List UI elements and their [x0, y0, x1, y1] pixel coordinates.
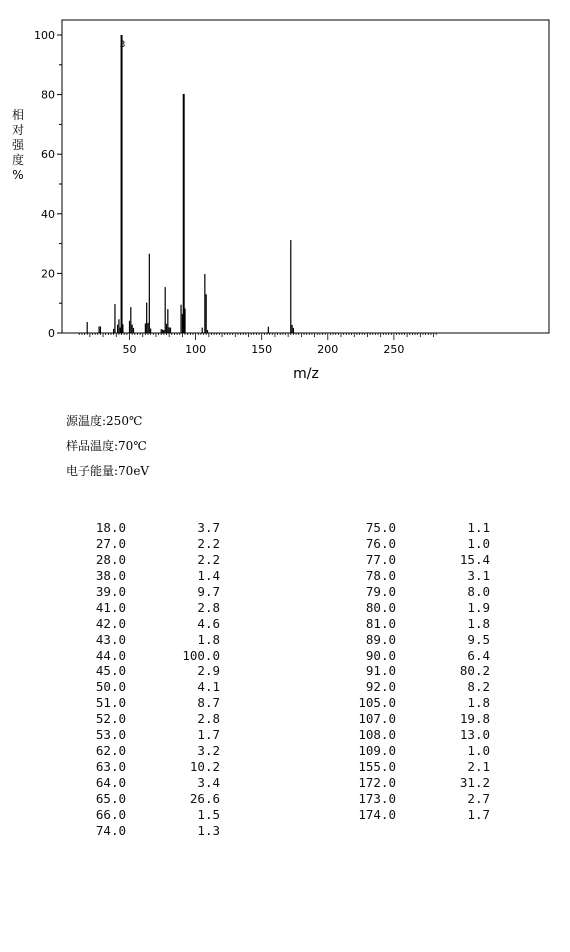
intensity-value: 31.2: [459, 775, 490, 790]
x-axis: [79, 333, 436, 356]
spectrum-bar: [184, 309, 185, 333]
intensity-value: 4.1: [197, 679, 220, 695]
table-row: [330, 568, 490, 584]
x-tick-label: 200: [317, 343, 339, 356]
table-row: [330, 632, 490, 648]
table-row: [330, 584, 490, 600]
spectrum-bar: [98, 326, 99, 333]
mz-value: 38.0: [95, 567, 126, 583]
table-row: [330, 791, 490, 807]
intensity-value: 9.5: [467, 631, 490, 647]
spectrum-bar: [147, 323, 148, 333]
spectrum-bar: [121, 35, 123, 333]
mz-value: 74.0: [95, 822, 126, 838]
table-row: [330, 775, 490, 791]
table-row: [60, 552, 220, 568]
mz-value: 172.0: [358, 775, 396, 790]
intensity-value: 1.8: [197, 631, 220, 647]
intensity-value: 9.7: [197, 583, 220, 599]
intensity-value: 2.1: [467, 759, 490, 775]
spectrum-bar: [130, 307, 131, 333]
table-row: [60, 584, 220, 600]
spectrum-bar: [114, 304, 115, 333]
mz-value: 45.0: [95, 663, 126, 679]
table-row: [330, 759, 490, 775]
mz-value: 44.0: [95, 647, 126, 663]
source-temperature: 源温度:250℃: [66, 414, 143, 428]
mz-value: 43.0: [95, 631, 126, 647]
mz-value: 75.0: [365, 520, 396, 535]
mz-value: 65.0: [95, 790, 126, 806]
x-tick-label: 250: [383, 343, 405, 356]
y-tick-label: 40: [41, 207, 55, 221]
y-tick-label: 60: [41, 148, 55, 162]
plot-frame: [62, 20, 549, 333]
intensity-value: 3.7: [197, 520, 220, 535]
spectrum-bar: [167, 309, 168, 333]
y-axis-label-char: 对: [11, 123, 24, 137]
mz-value: 81.0: [365, 615, 396, 631]
table-row: [60, 711, 220, 727]
intensity-value: 1.9: [467, 599, 490, 615]
table-row: [330, 663, 490, 679]
mz-value: 91.0: [365, 663, 396, 679]
intensity-value: 100.0: [182, 647, 220, 663]
intensity-value: 8.0: [467, 583, 490, 599]
y-tick-label: 100: [34, 29, 55, 42]
intensity-value: 2.8: [197, 599, 220, 615]
mz-value: 155.0: [358, 759, 396, 775]
table-row: [60, 695, 220, 711]
intensity-value: 4.6: [197, 615, 220, 631]
table-row: [330, 648, 490, 664]
intensity-value: 1.3: [197, 822, 220, 838]
table-row: [60, 616, 220, 632]
table-row: [330, 807, 490, 823]
mz-value: 41.0: [95, 599, 126, 615]
intensity-value: 3.1: [467, 567, 490, 583]
spectrum-bar: [183, 94, 185, 333]
electron-energy: 电子能量:70eV: [66, 464, 150, 478]
mz-value: 52.0: [95, 711, 126, 727]
table-row: [60, 520, 220, 536]
intensity-value: 1.8: [467, 615, 490, 631]
spectrum-bar: [290, 240, 291, 333]
mz-value: 109.0: [358, 743, 396, 759]
intensity-value: 2.8: [197, 711, 220, 727]
table-row: [60, 823, 220, 839]
mz-value: 42.0: [95, 615, 126, 631]
spectrum-bar: [145, 323, 146, 333]
y-axis-label-char: %: [12, 168, 24, 182]
spectrum-bar: [293, 328, 294, 333]
intensity-value: 1.7: [197, 727, 220, 743]
spectrum-bar: [170, 328, 171, 333]
spectrum-bar: [165, 287, 166, 333]
intensity-value: 8.7: [197, 695, 220, 711]
intensity-value: 19.8: [459, 711, 490, 727]
table-row: [330, 727, 490, 743]
mz-value: 79.0: [365, 583, 396, 599]
mz-value: 174.0: [358, 806, 396, 822]
mz-value: 108.0: [358, 727, 396, 743]
mz-value: 18.0: [95, 520, 126, 535]
mz-value: 66.0: [95, 806, 126, 822]
intensity-value: 1.1: [467, 520, 490, 535]
table-row: [330, 616, 490, 632]
table-row: [330, 743, 490, 759]
x-tick-label: 100: [185, 343, 207, 356]
y-axis-label-char: 强: [11, 138, 24, 152]
intensity-value: 1.7: [467, 806, 490, 822]
table-row: [60, 679, 220, 695]
mz-value: 63.0: [95, 759, 126, 775]
intensity-value: 1.0: [467, 535, 490, 551]
spectrum-bar: [133, 328, 134, 333]
y-axis: [34, 29, 62, 340]
y-axis-label-char: 相: [11, 108, 24, 122]
peak-annotation: 3: [119, 40, 126, 50]
intensity-value: 2.9: [197, 663, 220, 679]
table-row: [330, 695, 490, 711]
table-row: [60, 632, 220, 648]
table-row: [330, 600, 490, 616]
table-row: [60, 600, 220, 616]
table-row: [330, 679, 490, 695]
intensity-value: 1.5: [197, 806, 220, 822]
y-tick-label: 20: [41, 267, 55, 281]
intensity-value: 3.4: [197, 775, 220, 790]
mass-spectrum-chart: [0, 0, 570, 390]
spectrum-bar: [150, 329, 151, 333]
mz-value: 76.0: [365, 535, 396, 551]
spectrum-bar: [268, 327, 269, 333]
spectrum-bar: [149, 254, 150, 333]
table-row: [60, 807, 220, 823]
spectrum-bar: [204, 274, 205, 333]
y-tick-label: 0: [48, 327, 55, 340]
spectrum-bar: [87, 322, 88, 333]
mz-value: 53.0: [95, 727, 126, 743]
spectrum-bar: [113, 329, 114, 333]
mz-value: 89.0: [365, 631, 396, 647]
mz-value: 92.0: [365, 679, 396, 695]
spectrum-bar: [129, 321, 130, 333]
spectrum-bar: [207, 330, 208, 333]
table-row: [60, 536, 220, 552]
spectrum-bar: [162, 330, 163, 333]
table-row: [330, 536, 490, 552]
table-row: [330, 552, 490, 568]
spectrum-bar: [163, 330, 164, 333]
intensity-value: 1.8: [467, 695, 490, 711]
intensity-value: 2.2: [197, 535, 220, 551]
spectrum-bar: [202, 328, 203, 333]
x-axis-label: m/z: [293, 366, 319, 382]
table-row: [60, 727, 220, 743]
y-axis-label: [10, 108, 26, 183]
mz-value: 28.0: [95, 551, 126, 567]
mz-value: 51.0: [95, 695, 126, 711]
x-tick-label: 150: [251, 343, 273, 356]
table-row: [60, 568, 220, 584]
intensity-value: 2.7: [467, 790, 490, 806]
mz-value: 173.0: [358, 790, 396, 806]
mz-value: 64.0: [95, 775, 126, 790]
table-row: [60, 648, 220, 664]
table-row: [330, 711, 490, 727]
spectrum-bars: [87, 35, 294, 333]
x-tick-label: 50: [122, 343, 137, 356]
table-row: [60, 775, 220, 791]
sample-temperature: 样品温度:70℃: [66, 439, 147, 453]
table-row: [60, 791, 220, 807]
spectrum-bar: [180, 305, 181, 333]
intensity-value: 10.2: [189, 759, 220, 775]
spectrum-bar: [118, 319, 119, 333]
intensity-value: 8.2: [467, 679, 490, 695]
peak-table-right: [330, 520, 490, 823]
spectrum-bar: [100, 326, 101, 333]
intensity-value: 1.4: [197, 567, 220, 583]
spectrum-bar: [292, 325, 293, 333]
mz-value: 80.0: [365, 599, 396, 615]
intensity-value: 26.6: [189, 790, 220, 806]
spectrum-bar: [132, 325, 133, 333]
table-row: [60, 743, 220, 759]
intensity-value: 6.4: [467, 647, 490, 663]
spectrum-bar: [161, 329, 162, 333]
y-axis-label-char: 度: [11, 153, 24, 167]
mz-value: 50.0: [95, 679, 126, 695]
mz-value: 27.0: [95, 535, 126, 551]
spectrum-bar: [169, 327, 170, 333]
y-tick-label: 80: [41, 88, 55, 102]
intensity-value: 15.4: [459, 551, 490, 567]
spectrum-bar: [206, 294, 207, 333]
intensity-value: 13.0: [459, 727, 490, 743]
mz-value: 77.0: [365, 551, 396, 567]
intensity-value: 3.2: [197, 743, 220, 759]
mz-value: 107.0: [358, 711, 396, 727]
peak-table-left: [60, 520, 220, 839]
spectrum-bar: [146, 303, 147, 333]
table-row: [60, 759, 220, 775]
intensity-value: 80.2: [459, 663, 490, 679]
spectrum-bar: [166, 324, 167, 333]
table-row: [330, 520, 490, 536]
intensity-value: 1.0: [467, 743, 490, 759]
mz-value: 39.0: [95, 583, 126, 599]
mz-value: 90.0: [365, 647, 396, 663]
spectrum-bar: [122, 324, 123, 333]
table-row: [60, 663, 220, 679]
spectrum-bar: [117, 325, 118, 333]
intensity-value: 2.2: [197, 551, 220, 567]
mz-value: 62.0: [95, 743, 126, 759]
mz-value: 105.0: [358, 695, 396, 711]
mz-value: 78.0: [365, 567, 396, 583]
